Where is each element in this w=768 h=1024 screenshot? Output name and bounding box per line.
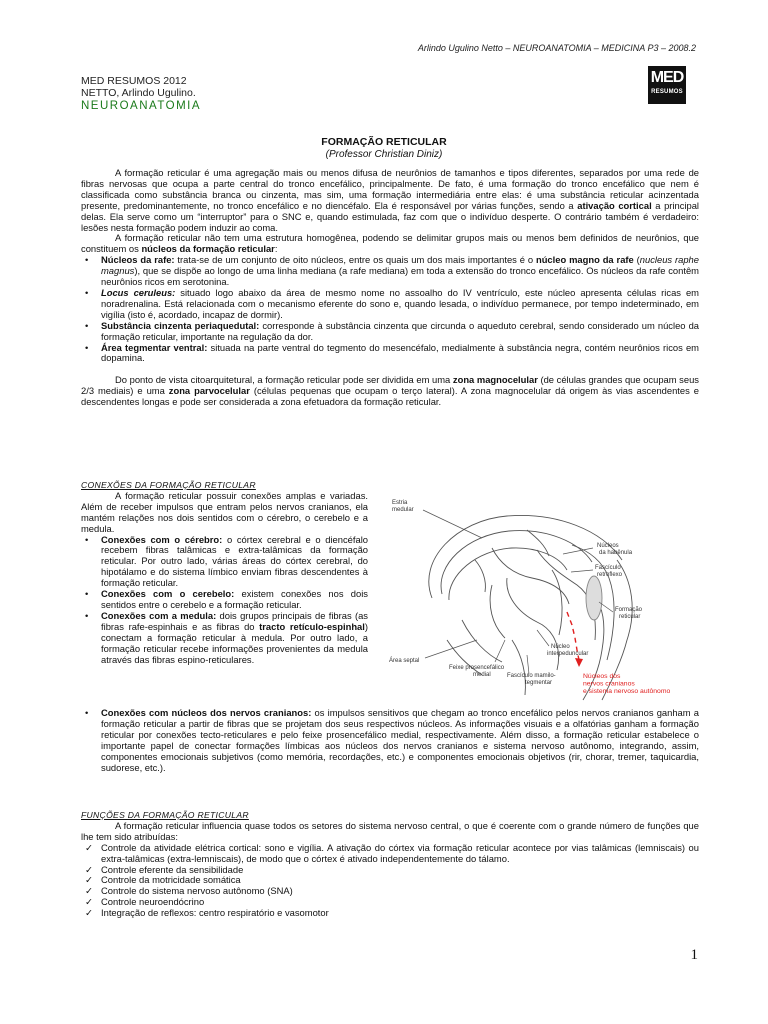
cranial-section bbox=[81, 708, 699, 773]
check-icon: ✓ bbox=[85, 863, 93, 875]
label-nucleos-habenula: Núcleos da habênula bbox=[597, 543, 633, 556]
intro-paragraph-2: A formação reticular não tem uma estrutura homogênea, podendo se delimitar grupos mais ou menos bem definidos de neurônios, que constituem os núcleos da formação reticular: bbox=[81, 232, 699, 255]
list-item: • Conexões com núcleos dos nervos cranianos: os impulsos sensitivos que chegam ao tronco encefálico pelos nervos cranianos ganham a formação reticular a partir de fibras que se projetam dos seus respectivos núcleos. As informações visuais e a olfatórias ganham a formação reticular por conexões tecto-reticulares e pelo feixe prosencefálico medial, respectivamente. Além disso, a formação reticular estabelece o importante papel de conectar formações límbicas aos núcleos dos nervos cranianos e sistema nervoso autônomo, integrando, assim, componentes emocionais subjetivos (como memória, recordações, etc.) e componentes emocionais objetivos (rir, chorar, tremer, taquicardia, sudorese, etc.). bbox=[85, 707, 699, 773]
list-item: ✓ Controle da motricidade somática bbox=[85, 874, 241, 886]
list-item: • Substância cinzenta periaquedutal: corresponde à substância cinzenta que circunda o aqueduto cerebral, sendo considerado um núcleo da formação reticular, importante na regulação da dor. bbox=[85, 319, 699, 342]
page-number: 1 bbox=[690, 947, 698, 963]
label-fasciculo-retroflexo: Fascículo retroflexo bbox=[595, 565, 623, 578]
logo-top-text: MED bbox=[650, 69, 684, 86]
connections-section bbox=[81, 480, 368, 665]
functions-section bbox=[81, 810, 699, 919]
check-icon: ✓ bbox=[85, 885, 93, 897]
nuclei-list bbox=[81, 255, 699, 364]
brand-line-2: NETTO, Arlindo Ugulino. bbox=[81, 87, 196, 99]
red-arrow-path bbox=[567, 612, 583, 667]
list-item: • Conexões com a medula: dois grupos principais de fibras (as fibras rafe-espinhais e as fibras do tracto retículo-espinhal) conectam a formação reticular à medula. Por outro lado, a formação reticular recebe informações provenientes da medula através das fibras espino-reticulares. bbox=[85, 609, 368, 665]
connections-heading: CONEXÕES DA FORMAÇÃO RETICULAR bbox=[81, 480, 256, 490]
check-icon: ✓ bbox=[85, 841, 93, 853]
document-subtitle: (Professor Christian Diniz) bbox=[325, 149, 443, 160]
functions-intro: A formação reticular influencia quase todos os setores do sistema nervoso central, o que é coerente com o grande número de funções que lhe tem sido atribuídas: bbox=[81, 819, 699, 842]
check-icon: ✓ bbox=[85, 907, 93, 919]
label-feixe-prosencefalico: Feixe prosencefálico medial bbox=[449, 665, 505, 678]
label-nucleo-interpeduncular: Núcleo interpeduncular bbox=[547, 644, 589, 657]
list-item: • Núcleos da rafe: trata-se de um conjunto de oito núcleos, entre os quais um dos mais importantes é o núcleo magno da rafe (nucleus raphe magnus), que se dispõe ao longo de uma linha mediana (a rafe mediana) em toda a extensão do tronco encefálico. Os núcleos da rafe contêm neurônios ricos em serotonina. bbox=[85, 254, 699, 288]
logo-bottom-text: RESUMOS bbox=[651, 89, 683, 95]
label-fasciculo-mamilo: Fascículo mamilo-tegmentar bbox=[507, 673, 556, 686]
label-nucleos-nervos-cranianos: Núcleos dos nervos cranianos e sistema nervoso autônomo bbox=[583, 673, 671, 695]
cranial-list bbox=[81, 708, 699, 773]
connections-intro: A formação reticular possuir conexões amplas e variadas. Além de receber impulsos que entram pelos nervos cranianos, ela mantém relações nos dois sentidos com o cérebro, o cerebelo e a medula. bbox=[81, 489, 368, 534]
list-item: • Conexões com o cérebro: o córtex cerebral e o diencéfalo recebem fibras talâmicas e extra-talâmicas da formação reticular. Por outro lado, várias áreas do córtex cerebral, do hipotálamo e do sistema límbico enviam fibras descendentes à formação reticular. bbox=[85, 533, 368, 589]
anatomy-figure bbox=[387, 490, 687, 708]
label-estria-medular: Estria medular bbox=[392, 500, 414, 513]
intro-section bbox=[81, 168, 699, 408]
brainstem-diagram bbox=[387, 490, 687, 708]
label-formacao-reticular: Formação reticular bbox=[615, 607, 643, 620]
functions-list bbox=[81, 843, 699, 919]
connections-list bbox=[81, 535, 368, 666]
med-resumos-logo bbox=[648, 66, 686, 104]
list-item: ✓ Controle eferente da sensibilidade bbox=[85, 863, 244, 875]
running-head: Arlindo Ugulino Netto – NEUROANATOMIA – MEDICINA P3 – 2008.2 bbox=[417, 43, 696, 53]
list-item: ✓ Controle do sistema nervoso autônomo (SNA) bbox=[85, 885, 293, 897]
functions-heading: FUNÇÕES DA FORMAÇÃO RETICULAR bbox=[81, 810, 249, 820]
intro-paragraph-1: A formação reticular é uma agregação mais ou menos difusa de neurônios de tamanhos e tipos diferentes, separados por uma rede de fibras nervosas que ocupa a parte central do tronco encefálico, principalmente. De fato, é uma formação do tronco encefálico que nem é classificada como substância branca ou cinzenta, mas sim, uma formação intermediária entre elas: é uma substância reticular acinzentada presente, predominantemente, no tronco encefálico e no diencéfalo. Ela é responsável por várias funções, sendo a ativação cortical a principal delas. Ela serve como um “interruptor” para o SNC e, quando estimulada, faz com que o indivíduo desperte. O contrário também é verdadeiro: lesões nesta formação podem induzir ao coma. bbox=[81, 167, 700, 233]
list-item: • Área tegmentar ventral: situada na parte ventral do tegmento do mesencéfalo, medialmente à substância negra, contém neurônios ricos em dopamina. bbox=[85, 341, 699, 364]
brand-block bbox=[81, 75, 201, 112]
brand-line-1: MED RESUMOS 2012 bbox=[81, 75, 187, 87]
brand-line-3: NEUROANATOMIA bbox=[81, 100, 202, 112]
check-icon: ✓ bbox=[85, 874, 93, 886]
list-item: ✓ Controle da atividade elétrica cortical: sono e vigília. A ativação do córtex via formação reticular acontece por vias talâmicas (lemniscais) ou extra-talâmicas (extra-lemniscais), de modo que o córtex é ativado independentemente do tálamo. bbox=[85, 841, 699, 864]
label-area-septal: Área septal bbox=[389, 658, 420, 664]
list-item: • Locus ceruleus: situado logo abaixo da área de mesmo nome no assoalho do IV ventrículo, este núcleo apresenta células ricas em noradrenalina. Está relacionada com o mecanismo eferente do sono e, quando lesada, o indivíduo permanece, por tempo indeterminado, em vigília (isto é, acordado, incapaz de dormir). bbox=[85, 286, 699, 320]
list-item: ✓ Integração de reflexos: centro respiratório e vasomotor bbox=[85, 907, 329, 919]
document-title: FORMAÇÃO RETICULAR bbox=[321, 136, 447, 148]
list-item: • Conexões com o cerebelo: existem conexões nos dois sentidos entre o cerebelo e a formação reticular. bbox=[85, 588, 368, 610]
list-item: ✓ Controle neuroendócrino bbox=[85, 896, 205, 908]
cyto-paragraph: Do ponto de vista citoarquitetural, a formação reticular pode ser dividida em uma zona magnocelular (de células grandes que ocupam seus 2/3 mediais) e uma zona parvocelular (células pequenas que ocupam o terço lateral). A zona magnocelular dá origem às vias ascendentes e descendentes longas e pode ser considerada a zona efetuadora da formação reticular. bbox=[81, 374, 699, 408]
check-icon: ✓ bbox=[85, 896, 93, 908]
